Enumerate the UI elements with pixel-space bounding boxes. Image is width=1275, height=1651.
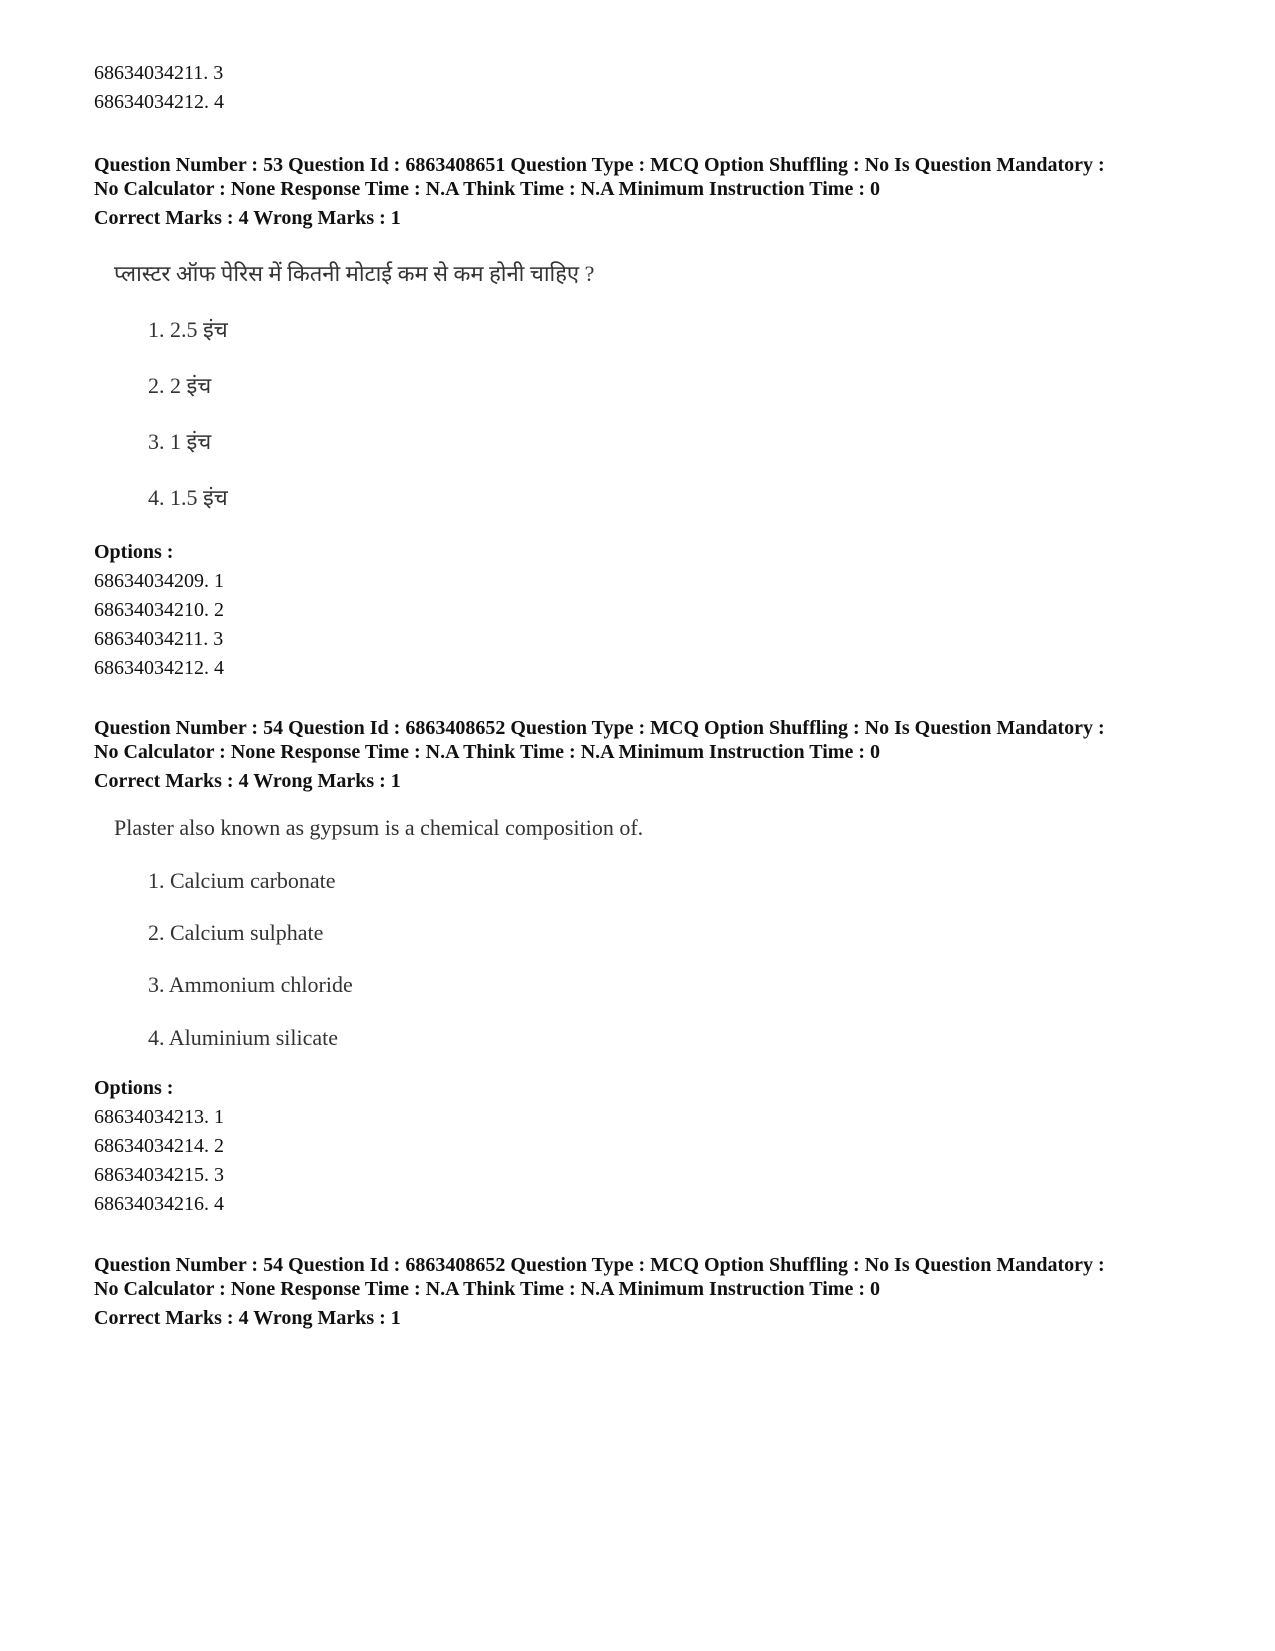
choice-text: 2. Calcium sulphate	[148, 920, 324, 945]
question-header	[94, 716, 1105, 793]
question-marks: Correct Marks : 4 Wrong Marks : 1	[94, 770, 401, 792]
question-header	[94, 153, 1105, 230]
choice-text: 2. 2 इंच	[148, 373, 212, 398]
question-choice	[114, 972, 353, 998]
question-choice	[114, 482, 228, 512]
options-list	[94, 538, 224, 683]
option-line: 68634034209. 1	[94, 570, 224, 592]
options-label: Options :	[94, 541, 174, 563]
question-meta-line-1: Question Number : 54 Question Id : 6863408652 Question Type : MCQ Option Shuffling : No Is Question Mandatory :	[94, 717, 1105, 739]
question-meta-line-2: No Calculator : None Response Time : N.A Think Time : N.A Minimum Instruction Time : 0	[94, 1278, 880, 1300]
option-line: 68634034215. 3	[94, 1164, 224, 1186]
option-line: 68634034216. 4	[94, 1193, 224, 1215]
question-choice	[114, 370, 211, 400]
choice-text: 3. 1 इंच	[148, 429, 212, 454]
question-meta-line-1: Question Number : 53 Question Id : 6863408651 Question Type : MCQ Option Shuffling : No Is Question Mandatory :	[94, 154, 1105, 176]
question-marks: Correct Marks : 4 Wrong Marks : 1	[94, 207, 401, 229]
option-line: 68634034212. 4	[94, 657, 224, 679]
question-choice	[114, 426, 211, 456]
options-label: Options :	[94, 1077, 174, 1099]
question-header	[94, 1253, 1105, 1330]
option-line: 68634034214. 2	[94, 1135, 224, 1157]
question-choice	[114, 314, 228, 344]
options-list	[94, 1074, 224, 1219]
option-line: 68634034212. 4	[94, 91, 224, 113]
option-line: 68634034211. 3	[94, 62, 224, 84]
question-meta-line-2: No Calculator : None Response Time : N.A Think Time : N.A Minimum Instruction Time : 0	[94, 178, 880, 200]
choice-text: 1. 2.5 इंच	[148, 317, 228, 342]
choice-text: 4. 1.5 इंच	[148, 485, 228, 510]
option-line: 68634034213. 1	[94, 1106, 224, 1128]
question-choice	[114, 1025, 338, 1051]
question-meta-line-1: Question Number : 54 Question Id : 6863408652 Question Type : MCQ Option Shuffling : No Is Question Mandatory :	[94, 1254, 1105, 1276]
choice-text: 4. Aluminium silicate	[148, 1025, 339, 1050]
question-text: Plaster also known as gypsum is a chemical composition of.	[114, 815, 644, 840]
question-choice	[114, 868, 336, 894]
question-marks: Correct Marks : 4 Wrong Marks : 1	[94, 1307, 401, 1329]
option-line: 68634034211. 3	[94, 628, 224, 650]
option-line: 68634034210. 2	[94, 599, 224, 621]
question-text: प्लास्टर ऑफ पेरिस में कितनी मोटाई कम से कम होनी चाहिए ?	[114, 261, 595, 286]
question-image	[114, 815, 643, 841]
question-choice	[114, 920, 323, 946]
question-meta-line-2: No Calculator : None Response Time : N.A Think Time : N.A Minimum Instruction Time : 0	[94, 741, 880, 763]
choice-text: 1. Calcium carbonate	[148, 868, 336, 893]
choice-text: 3. Ammonium chloride	[148, 972, 353, 997]
question-image	[114, 258, 594, 288]
top-options	[94, 59, 224, 117]
